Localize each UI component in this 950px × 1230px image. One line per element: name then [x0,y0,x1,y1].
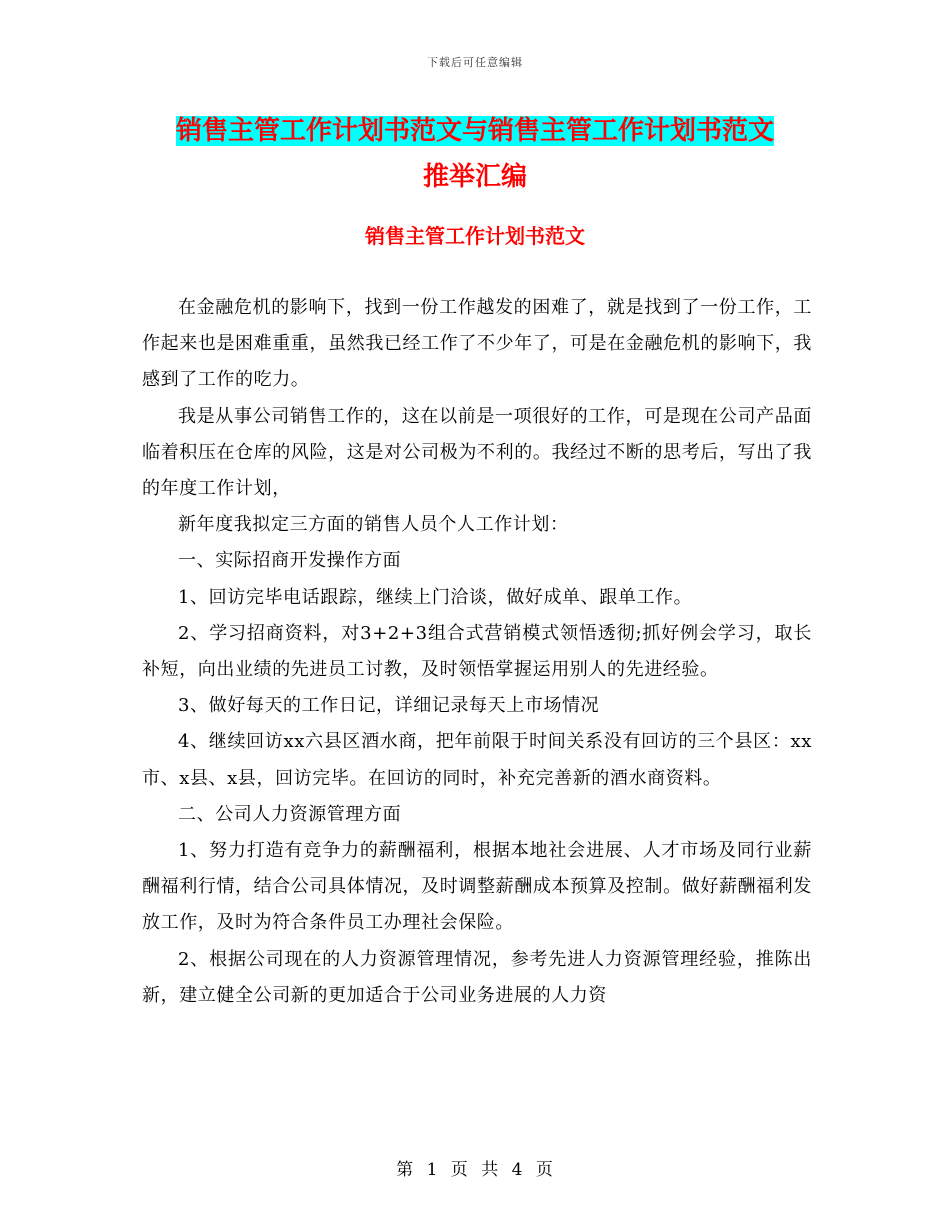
section-title: 销售主管工作计划书范文 [365,224,585,248]
document-title [140,108,810,200]
paragraph: 在金融危机的影响下，找到一份工作越发的困难了，就是找到了一份工作，工作起来也是困难重重，虽然我已经工作了不少年了，可是在金融危机的影响下，我感到了工作的吃力。 [142,297,812,391]
paragraph: 新年度我拟定三方面的销售人员个人工作计划： [178,514,569,536]
footer-word: 第 [396,1160,415,1180]
page-footer [0,1155,950,1180]
list-item: 3、做好每天的工作日记，详细记录每天上市场情况 [178,695,600,717]
document-body [142,290,812,1014]
page-number: 1 [426,1160,439,1180]
list-item: 2、学习招商资料，对3+2+3组合式营销模式领悟透彻;抓好例会学习，取长补短，向出业绩的先进员工讨教，及时领悟掌握运用别人的先进经验。 [142,622,812,681]
section-heading: 一、实际招商开发操作方面 [178,550,402,572]
document-title-line2: 推举汇编 [422,162,527,192]
footer-word: 页 [450,1160,469,1180]
list-item: 2、根据公司现在的人力资源管理情况，参考先进人力资源管理经验，推陈出新，建立健全公司新的更加适合于公司业务进展的人力资 [142,948,812,1006]
document-title-line1: 销售主管工作计划书范文与销售主管工作计划书范文 [175,116,774,146]
list-item: 1、回访完毕电话跟踪，继续上门洽谈，做好成单、跟单工作。 [178,586,693,608]
list-item: 1、努力打造有竞争力的薪酬福利，根据本地社会进展、人才市场及同行业薪酬福利行情，结合公司具体情况，及时调整薪酬成本预算及控制。做好薪酬福利发放工作，及时为符合条件员工办理社会保险。 [142,840,812,934]
footer-word: 共 [481,1160,500,1180]
paragraph: 我是从事公司销售工作的，这在以前是一项很好的工作，可是现在公司产品面临着积压在仓库的风险，这是对公司极为不利的。我经过不断的思考后，写出了我的年度工作计划， [142,405,812,500]
total-pages: 4 [511,1160,524,1180]
header-note: 下载后可任意编辑 [427,56,523,69]
section-heading: 二、公司人力资源管理方面 [178,803,402,825]
footer-word: 页 [535,1160,554,1180]
list-item: 4、继续回访xx六县区酒水商，把年前限于时间关系没有回访的三个县区：xx市、x县、x县，回访完毕。在回访的同时，补充完善新的酒水商资料。 [142,731,812,789]
